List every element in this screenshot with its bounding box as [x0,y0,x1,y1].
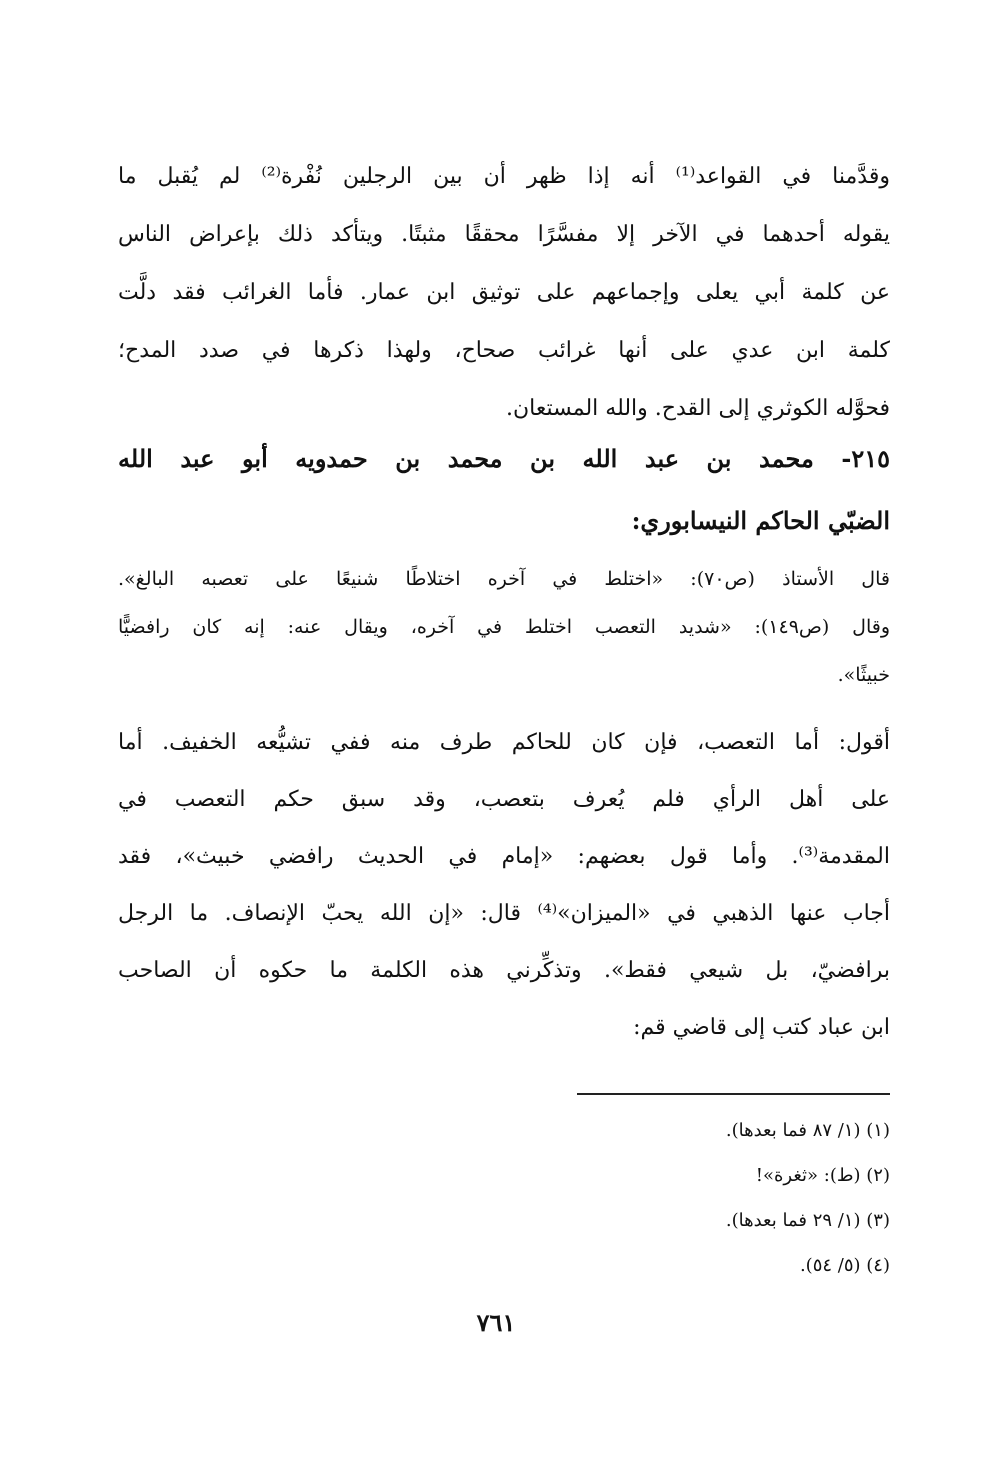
paragraph-response [118,714,890,1056]
text-line: كلمة ابن عدي على أنها غرائب صحاح، ولهذا ذكرها في صدد المدح؛ [118,338,890,363]
entry-heading [118,428,890,552]
page-number: ٧٦١ [476,1308,516,1337]
footnote: (١) (١/ ٨٧ فما بعدها). [725,1120,890,1141]
heading-line: ٢١٥- محمد بن عبد الله بن محمد بن حمدويه أبو عبد الله [118,444,890,473]
text-line: أقول: أما التعصب، فإن كان للحاكم طرف منه ففي تشيُّعه الخفيف. أما [118,730,890,755]
text-line: المقدمة⁽³⁾. وأما قول بعضهم: «إمام في الحديث رافضي خبيث»، فقد [118,844,890,869]
text-line: يقوله أحدهما في الآخر إلا مفسَّرًا محققًا مثبتًا. ويتأكد ذلك بإعراض الناس [118,222,890,247]
paragraph-intro [118,148,890,438]
footnote: (٢) (ط): «ثغرة»! [755,1165,890,1186]
text-line: وقال (ص١٤٩): «شديد التعصب اختلط في آخره، ويقال عنه: إنه كان رافضيًّا [118,616,890,638]
text-line: عن كلمة أبي يعلى وإجماعهم على توثيق ابن عمار. فأما الغرائب فقد دلَّت [118,280,890,305]
text-line: خبيثًا». [837,664,890,686]
text-line: فحوَّله الكوثري إلى القدح. والله المستعان. [506,396,890,421]
heading-line: الضبّي الحاكم النيسابوري: [631,506,890,535]
text-line: أجاب عنها الذهبي في «الميزان»⁽⁴⁾ قال: «إن الله يحبّ الإنصاف. ما الرجل [118,901,890,926]
text-line: وقدَّمنا في القواعد⁽¹⁾ أنه إذا ظهر أن بين الرجلين نُفْرة⁽²⁾ لم يُقبل ما [118,164,890,189]
text-line: برافضيّ، بل شيعي فقط». وتذكِّرني هذه الكلمة ما حكوه أن الصاحب [118,958,890,983]
text-line: قال الأستاذ (ص٧٠): «اختلط في آخره اختلاطًا شنيعًا على تعصبه البالغ». [118,568,890,590]
paragraph-quote [118,555,890,699]
text-line: على أهل الرأي فلم يُعرف بتعصب، وقد سبق حكم التعصب في [118,787,890,812]
footnotes [500,1108,890,1288]
text-line: ابن عباد كتب إلى قاضي قم: [633,1015,890,1040]
footnote-divider [577,1093,890,1095]
footnote: (٣) (١/ ٢٩ فما بعدها). [725,1210,890,1231]
footnote: (٤) (٥/ ٥٤). [799,1255,890,1276]
